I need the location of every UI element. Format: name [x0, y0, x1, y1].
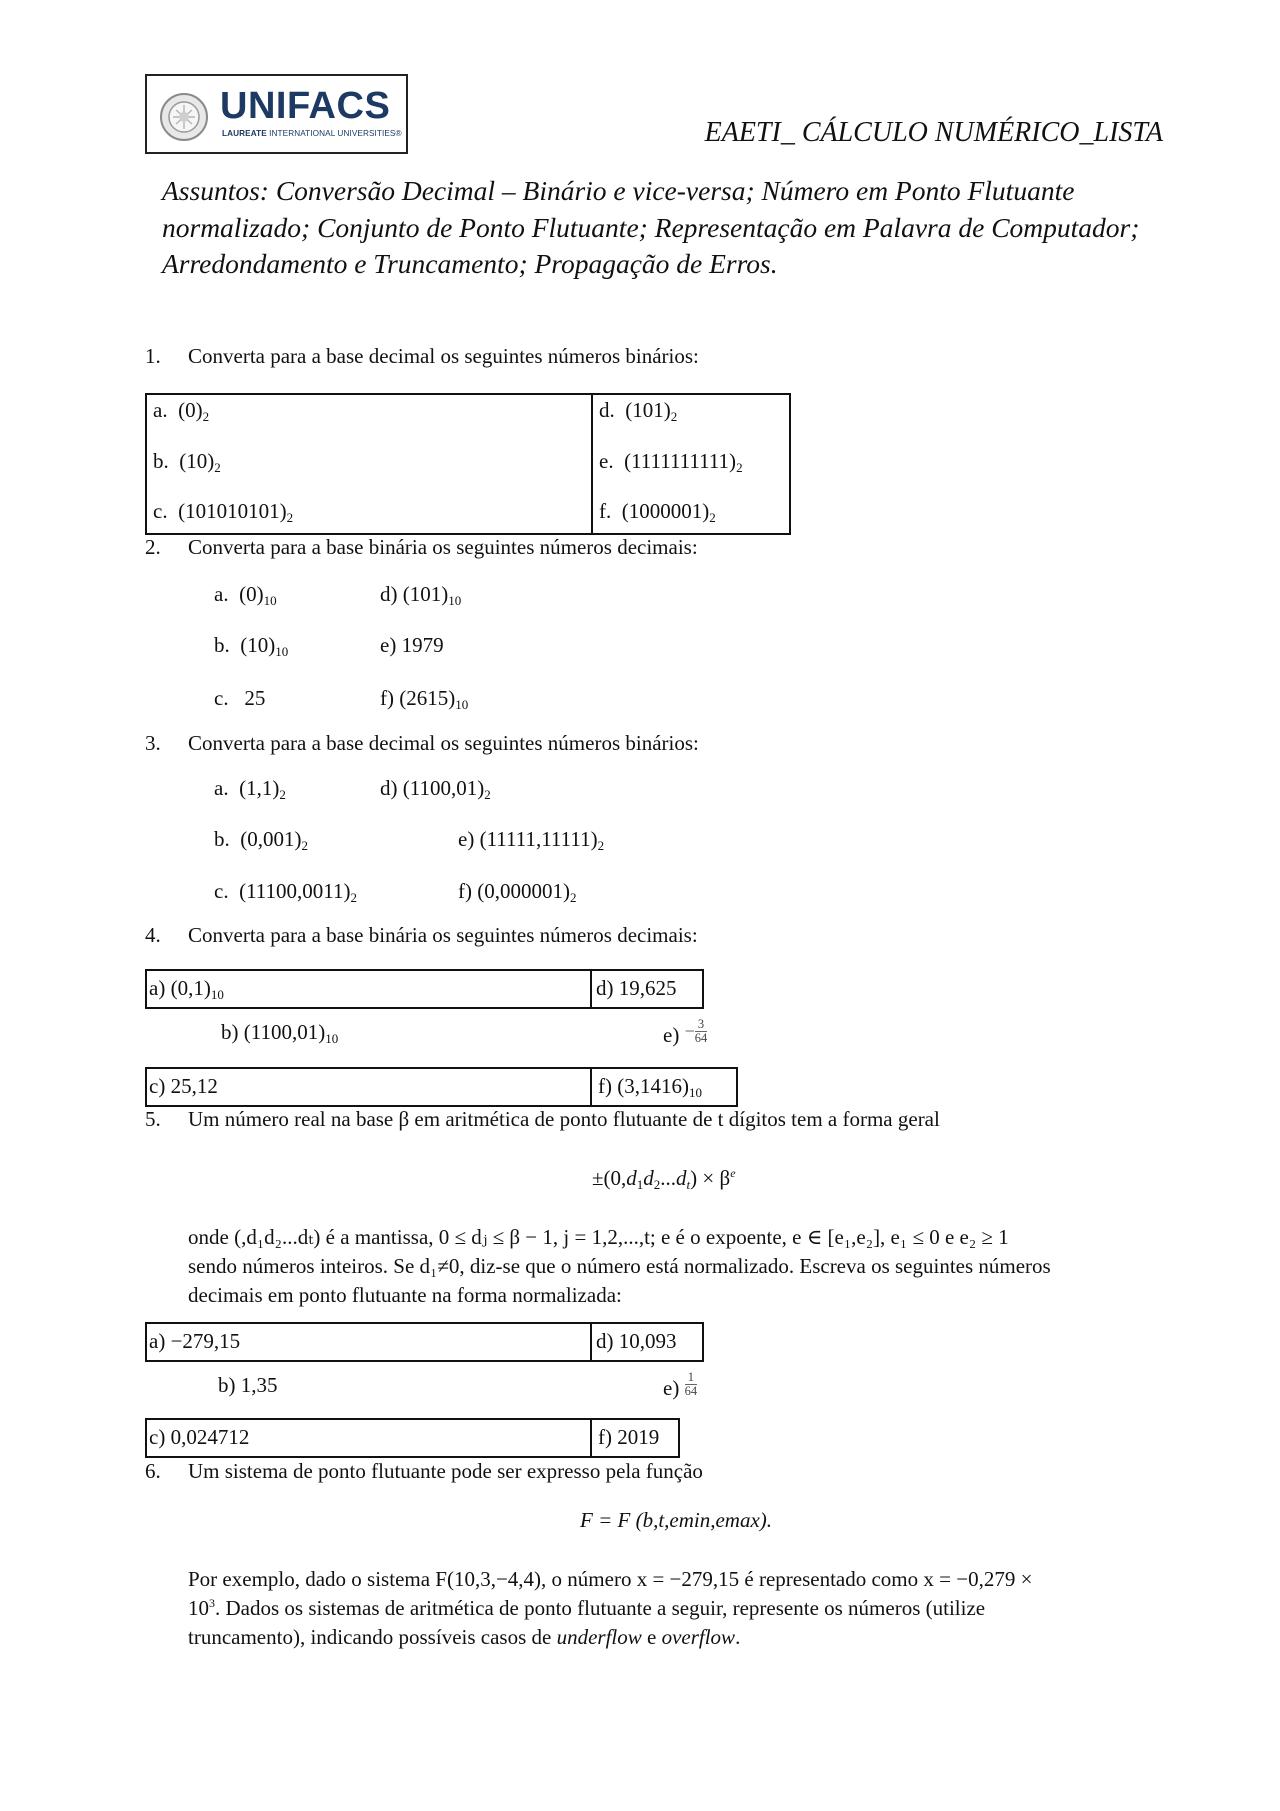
q5-item-e: e) $\frac{1}{64}$ [663, 1370, 698, 1400]
q6-para-line-2: $10^3$. Dados os sistemas de aritmética de ponto flutuante a seguir, represente os números (utilize [188, 1596, 986, 1620]
q1-item-d: d. $(101)_2$ [599, 398, 678, 424]
q3-item-a: a. $(1,1)_2$ [214, 776, 286, 802]
q6-text: Um sistema de ponto flutuante pode ser expresso pela função [188, 1459, 703, 1483]
q1-item-c: c. $(101010101)_2$ [153, 499, 294, 525]
q2-item-c: c. 25 [214, 686, 266, 710]
q1-item-e: e. $(1111111111)_2$ [599, 449, 743, 475]
q5-paragraph [188, 1223, 1188, 1310]
q5-row-1 [145, 1322, 704, 1362]
q2-number: 2. [145, 535, 161, 559]
logo-tagline: LAUREATE INTERNATIONAL UNIVERSITIES® [222, 129, 402, 138]
q5-formula: $\pm(0,d_1d_2...d_t) \times \beta^e$ [592, 1166, 736, 1192]
q1-col-left [146, 394, 592, 534]
q4-e-fraction: $\frac{3}{64}$ [694, 1017, 708, 1045]
q1-item-a: a. $(0)_2$ [153, 398, 210, 424]
q3-item-d: d) $(1100,01)_2$ [380, 776, 491, 802]
q3-item-c: c. $(11100,0011)_2$ [214, 879, 357, 905]
q3-number: 3. [145, 731, 161, 755]
q4-item-b: b) $(1100,01)_{10}$ [221, 1020, 339, 1046]
q1-col-right [592, 394, 790, 534]
q3-item-b: b. $(0,001)_2$ [214, 827, 308, 853]
q6-number: 6. [145, 1459, 161, 1483]
q5-para-line-1: onde (,d₁d₂...dₜ) é a mantissa, 0 ≤ dⱼ ≤ β − 1, j = 1,2,...,t; e é o expoente, e ∈ [e₁,e₂], e₁ ≤ 0 e e₂ ≥ 1 [188, 1225, 1009, 1249]
q3-text: Converta para a base decimal os seguintes números binários: [188, 731, 699, 755]
logo-brand: UNIFACS [220, 85, 391, 127]
q6-paragraph [188, 1565, 1188, 1652]
q5-cell-f: f) 2019 [591, 1419, 679, 1457]
q4-row-1 [145, 969, 704, 1009]
q5-number: 5. [145, 1107, 161, 1131]
q1-item-b: b. $(10)_2$ [153, 449, 221, 475]
q5-item-b: b) 1,35 [218, 1373, 278, 1397]
q5-e-fraction: $\frac{1}{64}$ [684, 1370, 698, 1398]
q5-para-line-3: decimais em ponto flutuante na forma normalizada: [188, 1283, 622, 1307]
q2-item-a: a. $(0)_{10}$ [214, 582, 277, 608]
q4-cell-d: d) 19,625 [591, 970, 703, 1008]
q1-item-f: f. $(1000001)_2$ [599, 499, 716, 525]
q5-cell-a: a) −279,15 [146, 1323, 591, 1361]
q2-item-b: b. $(10)_{10}$ [214, 633, 289, 659]
q3-item-f: f) $(0,000001)_2$ [458, 879, 577, 905]
q1-table [145, 393, 791, 535]
q5-para-line-2: sendo números inteiros. Se d₁≠0, diz-se que o número está normalizado. Escreva os seguintes números [188, 1254, 1051, 1278]
q5-text: Um número real na base β em aritmética de ponto flutuante de t dígitos tem a forma geral [188, 1107, 940, 1131]
q5-cell-d: d) 10,093 [591, 1323, 703, 1361]
q5-row-2 [145, 1418, 680, 1458]
subjects-paragraph: Assuntos: Conversão Decimal – Binário e vice-versa; Número em Ponto Flutuante normalizado; Conjunto de Ponto Flutuante; Representação em Palavra de Computador; Arredondamento e Truncamento; Propagação de Erros. [162, 175, 1140, 279]
q2-item-d: d) $(101)_{10}$ [380, 582, 462, 608]
unifacs-logo [145, 74, 408, 154]
q6-para-line-3: truncamento), indicando possíveis casos de underflow e overflow. [188, 1625, 741, 1649]
q4-row-2 [145, 1067, 738, 1107]
university-seal-icon [159, 92, 209, 142]
q5-cell-c: c) 0,024712 [146, 1419, 591, 1457]
q2-item-e: e) 1979 [380, 633, 444, 657]
q6-formula: F = F (b,t,emin,emax). [580, 1508, 773, 1532]
q1-text: Converta para a base decimal os seguintes números binários: [188, 344, 699, 368]
q4-number: 4. [145, 923, 161, 947]
q3-item-e: e) $(11111,11111)_2$ [458, 827, 605, 853]
q4-item-e: e) − $\frac{3}{64}$ [663, 1017, 708, 1047]
q4-text: Converta para a base binária os seguintes números decimais: [188, 923, 698, 947]
q6-para-line-1: Por exemplo, dado o sistema F(10,3,−4,4), o número x = −279,15 é representado como x = −0,279 × [188, 1567, 1033, 1591]
q2-text: Converta para a base binária os seguintes números decimais: [188, 535, 698, 559]
q4-cell-c: c) 25,12 [146, 1068, 591, 1106]
q2-item-f: f) $(2615)_{10}$ [380, 686, 469, 712]
page-title: EAETI_ CÁLCULO NUMÉRICO_LISTA [704, 117, 1163, 148]
q1-number: 1. [145, 344, 161, 368]
q4-cell-f: f) $(3,1416)_{10}$ [591, 1068, 737, 1106]
q4-cell-a: a) $(0,1)_{10}$ [146, 970, 591, 1008]
